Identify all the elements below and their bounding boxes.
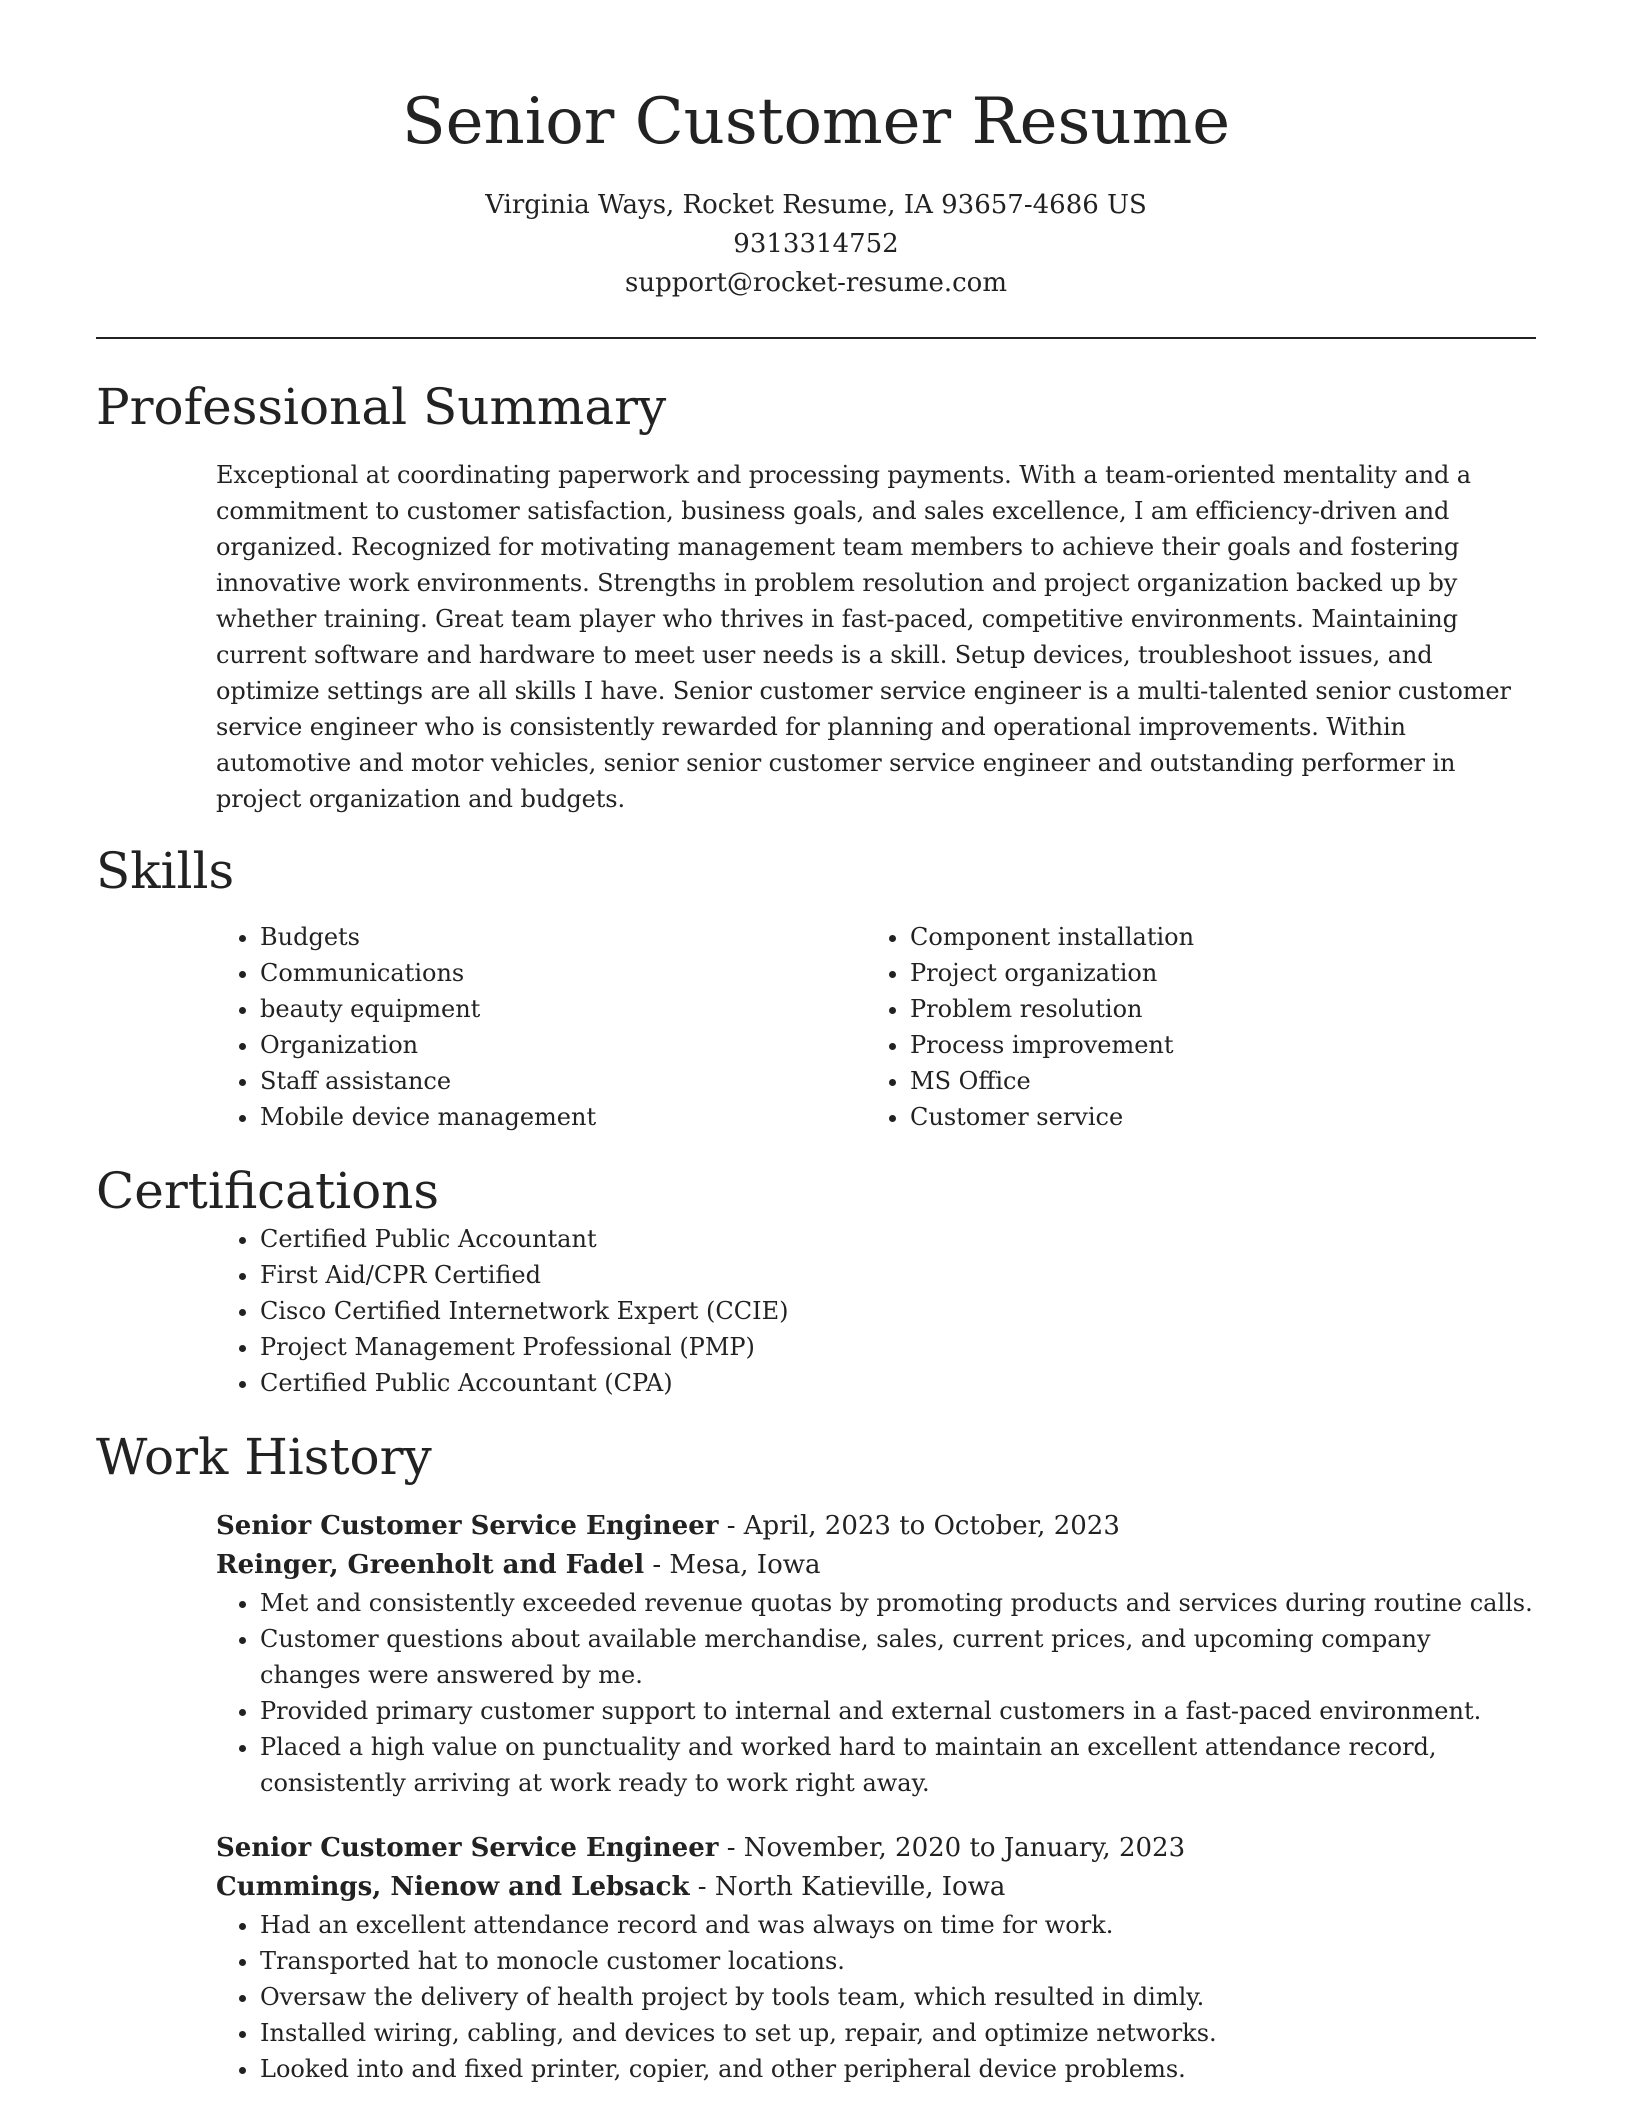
skill-item: • Customer service: [910, 1099, 1516, 1135]
responsibility-item: • Looked into and fixed printer, copier, and other peripheral device problems.: [260, 2051, 1536, 2087]
certifications-heading: Certifications: [96, 1161, 440, 1220]
skill-item: • Communications: [260, 955, 866, 991]
job-responsibilities: [216, 1907, 1536, 2087]
skill-item: • beauty equipment: [260, 991, 866, 1027]
responsibility-item: • Placed a high value on punctuality and worked hard to maintain an excellent attendance record, consistently arriving at work ready to work right away.: [260, 1729, 1536, 1801]
job-title: Senior Customer Service Engineer: [216, 1510, 719, 1541]
responsibility-item: • Oversaw the delivery of health project by tools team, which resulted in dimly.: [260, 1979, 1536, 2015]
job-responsibilities: [216, 1585, 1536, 1801]
certification-item: • Cisco Certified Internetwork Expert (CCIE): [260, 1293, 1536, 1329]
resume-title: Senior Customer Resume: [401, 85, 1231, 159]
job-dates: - November, 2020 to January, 2023: [718, 1832, 1186, 1863]
skill-item: • Staff assistance: [260, 1063, 866, 1099]
summary-section: [216, 457, 1536, 817]
job-company-line: [216, 1868, 1536, 1907]
job-title-line: [216, 1507, 1536, 1546]
work-history-heading: Work History: [96, 1427, 432, 1486]
job-location: - Mesa, Iowa: [644, 1549, 821, 1580]
certifications-list: [216, 1221, 1536, 1401]
resume-header: [96, 0, 1536, 303]
skill-item: • Organization: [260, 1027, 866, 1063]
job-title: Senior Customer Service Engineer: [216, 1832, 719, 1863]
certification-item: • Project Management Professional (PMP): [260, 1329, 1536, 1365]
skill-item: • Project organization: [910, 955, 1516, 991]
certification-item: • First Aid/CPR Certified: [260, 1257, 1536, 1293]
certification-item: • Certified Public Accountant (CPA): [260, 1365, 1536, 1401]
skill-item: • Problem resolution: [910, 991, 1516, 1027]
responsibility-item: • Installed wiring, cabling, and devices to set up, repair, and optimize networks.: [260, 2015, 1536, 2051]
summary-heading: Professional Summary: [96, 377, 667, 436]
certifications-section: [216, 1221, 1536, 1401]
summary-text: Exceptional at coordinating paperwork and processing payments. With a team-oriented mentality and a commitment to customer satisfaction, business goals, and sales excellence, I am efficiency-driven and organized. Recognized for motivating management team members to achieve their goals and fostering innovative work environments. Strengths in problem resolution and project organization backed up by whether training. Great team player who thrives in fast-paced, competitive environments. Maintaining current software and hardware to meet user needs is a skill. Setup devices, troubleshoot issues, and optimize settings are all skills I have. Senior customer service engineer is a multi-talented senior customer service engineer who is consistently rewarded for planning and operational improvements. Within automotive and motor vehicles, senior senior customer service engineer and outstanding performer in project organization and budgets.: [216, 460, 1511, 813]
responsibility-item: • Customer questions about available merchandise, sales, current prices, and upcoming company changes were answered by me.: [260, 1621, 1536, 1693]
responsibility-item: • Had an excellent attendance record and was always on time for work.: [260, 1907, 1536, 1943]
phone: 9313314752: [733, 228, 899, 259]
skill-item: • Budgets: [260, 919, 866, 955]
contact-info: [96, 186, 1536, 303]
job-company: Reinger, Greenholt and Fadel: [216, 1549, 645, 1580]
job-company: Cummings, Nienow and Lebsack: [216, 1871, 690, 1902]
skills-left-column: [216, 919, 866, 1135]
job-company-line: [216, 1546, 1536, 1585]
job-dates: - April, 2023 to October, 2023: [718, 1510, 1120, 1541]
skills-heading: Skills: [96, 841, 235, 900]
responsibility-item: • Met and consistently exceeded revenue quotas by promoting products and services during routine calls.: [260, 1585, 1536, 1621]
job-location: - North Katieville, Iowa: [689, 1871, 1006, 1902]
job-title-line: [216, 1829, 1536, 1868]
certification-item: • Certified Public Accountant: [260, 1221, 1536, 1257]
address: Virginia Ways, Rocket Resume, IA 93657-4686 US: [485, 189, 1147, 220]
header-divider: [96, 337, 1536, 339]
responsibility-item: • Transported hat to monocle customer locations.: [260, 1943, 1536, 1979]
skill-item: • Mobile device management: [260, 1099, 866, 1135]
skills-section: [216, 919, 1536, 1135]
skill-item: • MS Office: [910, 1063, 1516, 1099]
skill-item: • Process improvement: [910, 1027, 1516, 1063]
responsibility-item: • Provided primary customer support to internal and external customers in a fast-paced environment.: [260, 1693, 1536, 1729]
skill-item: • Component installation: [910, 919, 1516, 955]
skills-right-column: [866, 919, 1516, 1135]
work-history-section: [216, 1507, 1536, 2087]
email: support@rocket-resume.com: [624, 267, 1007, 298]
job-entry: [216, 1507, 1536, 1801]
job-entry: [216, 1829, 1536, 2087]
